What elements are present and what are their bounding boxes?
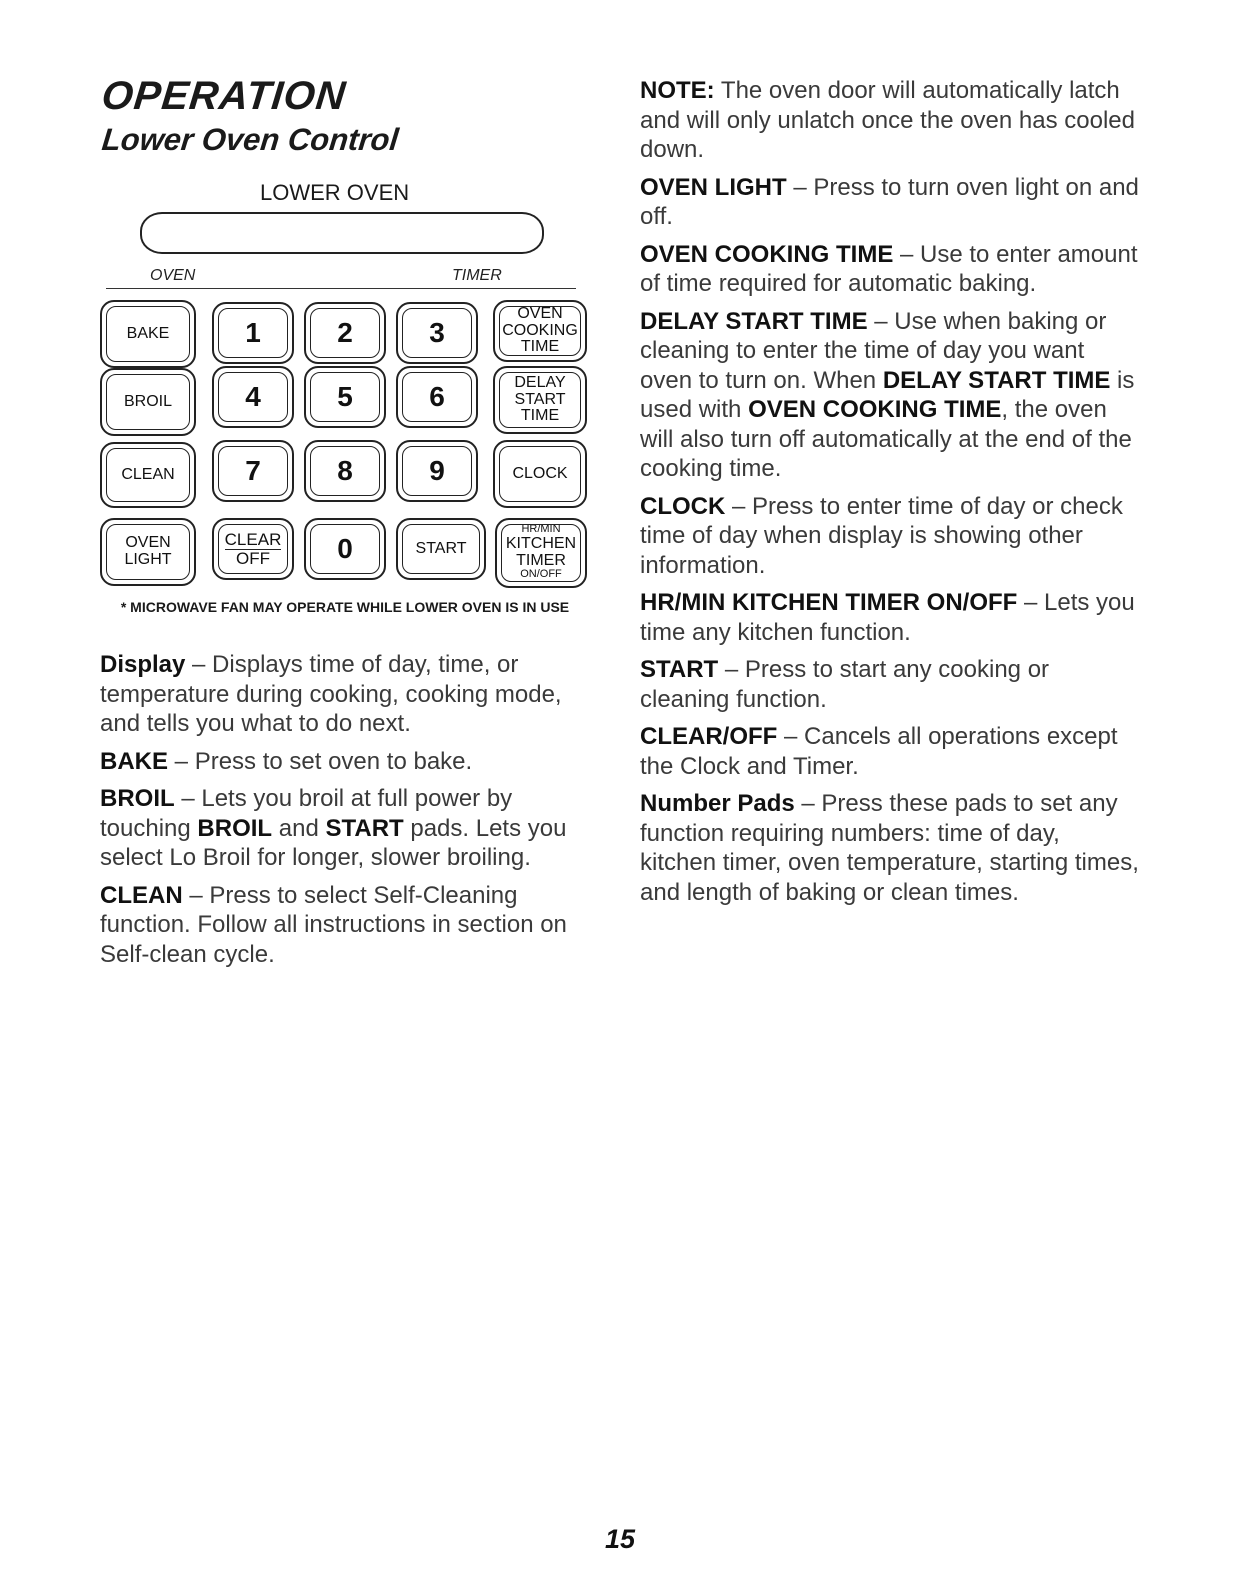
number-key-6[interactable]: 6	[396, 366, 478, 428]
clear-off-key-line1: CLEAR	[224, 529, 282, 549]
oven-cooking-time-key-line3: TIME	[520, 338, 560, 356]
delay-start-time-description: DELAY START TIME – Use when baking or cleaning to enter the time of day you want oven to turn on. When DELAY START TIME is used with OVEN COOKING TIME, the oven will also turn off automatically at the end of the cooking time.	[640, 307, 1135, 482]
clock-description: CLOCK – Press to enter time of day or check time of day when display is showing other information.	[640, 492, 1123, 579]
kitchen-timer-key-line3: TIMER	[516, 551, 566, 569]
display-oven-label: OVEN	[150, 267, 196, 284]
kitchen-timer-key-line2: KITCHEN	[505, 534, 577, 552]
panel-title: LOWER OVEN	[260, 180, 410, 205]
display-timer-label: TIMER	[452, 267, 502, 284]
clean-description: CLEAN – Press to select Self-Cleaning function. Follow all instructions in section on Self-clean cycle.	[100, 881, 567, 968]
oven-light-key-line1: OVEN	[125, 534, 171, 552]
oven-light-key-line2: LIGHT	[124, 551, 172, 568]
number-key-3[interactable]: 3	[396, 302, 478, 364]
microwave-fan-footnote: * MICROWAVE FAN MAY OPERATE WHILE LOWER OVEN IS IN USE	[120, 599, 570, 615]
oven-light-description: OVEN LIGHT – Press to turn oven light on and off.	[640, 173, 1139, 230]
number-key-4[interactable]: 4	[212, 366, 294, 428]
section-subheading: Lower Oven Control	[100, 122, 401, 157]
number-key-0[interactable]: 0	[304, 518, 386, 580]
right-column-text	[640, 76, 1140, 915]
broil-description: BROIL – Lets you broil at full power by touching BROIL and START pads. Lets you select Lo Broil for longer, slower broiling.	[100, 785, 567, 871]
clock-key[interactable]: CLOCK	[493, 440, 587, 508]
number-pads-description: Number Pads – Press these pads to set any function requiring numbers: time of day, kitchen timer, oven temperature, starting times, and length of baking or clean times.	[640, 790, 1139, 906]
oven-cooking-time-key[interactable]	[493, 300, 587, 362]
oven-cooking-time-key-line2: COOKING	[502, 321, 578, 339]
clear-off-description: CLEAR/OFF – Cancels all operations except the Clock and Timer.	[640, 723, 1118, 780]
number-key-7[interactable]: 7	[212, 440, 294, 502]
number-key-2[interactable]: 2	[304, 302, 386, 364]
number-key-8[interactable]: 8	[304, 440, 386, 502]
delay-start-time-key-line2: START	[514, 390, 566, 408]
control-panel-diagram	[100, 180, 600, 640]
kitchen-timer-key-line4: ON/OFF	[520, 568, 562, 581]
kitchen-timer-key[interactable]	[495, 518, 587, 588]
number-key-1[interactable]: 1	[212, 302, 294, 364]
delay-start-time-key-line3: TIME	[520, 407, 560, 425]
display-description: Display – Displays time of day, time, or temperature during cooking, cooking mode, and tells you what to do next.	[100, 651, 562, 737]
oven-light-key[interactable]	[100, 518, 196, 586]
kitchen-timer-description: HR/MIN KITCHEN TIMER ON/OFF – Lets you time any kitchen function.	[640, 589, 1135, 646]
clear-off-key-line2: OFF	[236, 548, 270, 568]
clean-key[interactable]: CLEAN	[100, 442, 196, 508]
bake-description: BAKE – Press to set oven to bake.	[100, 747, 473, 775]
delay-start-time-key[interactable]	[493, 366, 587, 434]
note-description: NOTE: The oven door will automatically latch and will only unlatch once the oven has cooled down.	[640, 77, 1135, 163]
broil-key[interactable]: BROIL	[100, 368, 196, 436]
start-description: START – Press to start any cooking or cleaning function.	[640, 656, 1050, 713]
oven-cooking-time-description: OVEN COOKING TIME – Use to enter amount of time required for automatic baking.	[640, 240, 1138, 297]
number-key-9[interactable]: 9	[396, 440, 478, 502]
kitchen-timer-key-line1: HR/MIN	[521, 523, 561, 536]
start-key[interactable]: START	[396, 518, 486, 580]
page-number: 15	[605, 1524, 636, 1554]
delay-start-time-key-line1: DELAY	[514, 373, 566, 391]
panel-divider	[106, 288, 576, 289]
page-heading: OPERATION	[99, 74, 349, 118]
bake-key[interactable]: BAKE	[100, 300, 196, 368]
left-column-text	[100, 650, 600, 977]
clear-off-key[interactable]	[212, 518, 294, 580]
oven-cooking-time-key-line1: OVEN	[517, 304, 563, 322]
display-window	[140, 212, 544, 254]
number-key-5[interactable]: 5	[304, 366, 386, 428]
